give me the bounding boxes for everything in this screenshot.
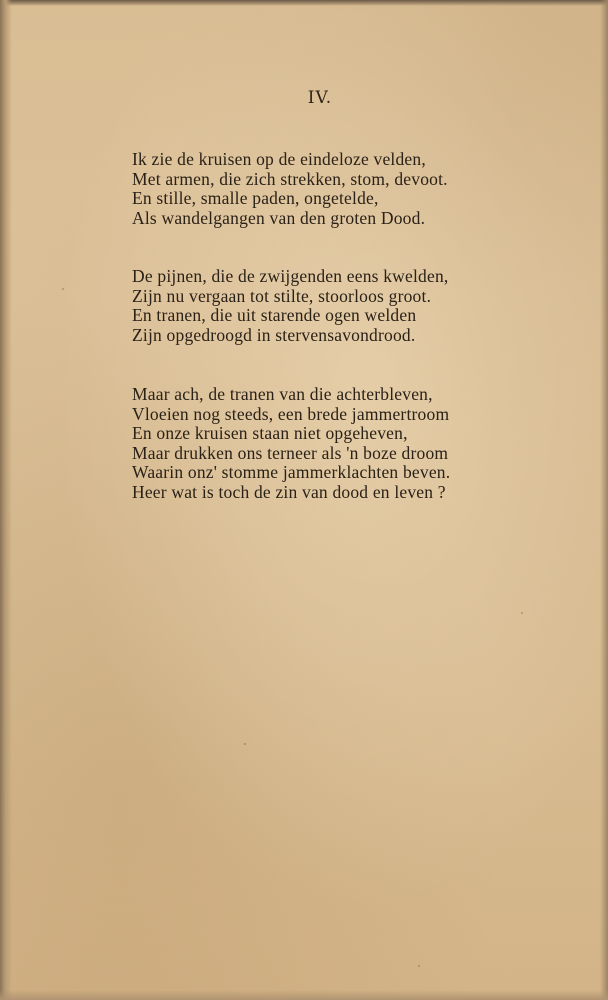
- poem-heading: IV.: [307, 88, 333, 108]
- page-bottom-edge: [0, 990, 608, 1000]
- paper-speck: [418, 965, 420, 967]
- paper-speck: [244, 743, 246, 745]
- poem-line: Zijn opgedroogd in stervensavondrood.: [132, 324, 416, 345]
- poem-line: Met armen, die zich strekken, stom, devoot.: [132, 168, 448, 189]
- stanza: [132, 385, 552, 502]
- stanza: [132, 267, 552, 345]
- poem-line: Maar ach, de tranen van die achterbleven,: [132, 384, 433, 404]
- page-top-edge: [0, 0, 608, 6]
- poem-line: Vloeien nog steeds, een brede jammertroom: [132, 403, 450, 424]
- poem-line: Waarin onz' stomme jammerklachten beven.: [132, 462, 451, 482]
- poem-line: Als wandelgangen van den groten Dood.: [132, 207, 426, 228]
- stanza: [132, 150, 552, 228]
- poem-line: En tranen, die uit starende ogen welden: [132, 305, 417, 325]
- poem-line: En stille, smalle paden, ongetelde,: [132, 188, 379, 208]
- poem-line: Ik zie de kruisen op de eindeloze velden,: [132, 149, 426, 169]
- poem-line: De pijnen, die de zwijgenden eens kwelden,: [132, 266, 449, 286]
- poem-line: Heer wat is toch de zin van dood en leven ?: [132, 481, 446, 502]
- page-right-edge: [600, 0, 608, 1000]
- poem-line: En onze kruisen staan niet opgeheven,: [132, 423, 408, 443]
- page-binding-edge: [0, 0, 12, 1000]
- paper-speck: [62, 288, 64, 290]
- paper-speck: [521, 612, 523, 614]
- poem-line: Maar drukken ons terneer als 'n boze droom: [132, 442, 449, 463]
- poem-line: Zijn nu vergaan tot stilte, stoorloos groot.: [132, 285, 432, 306]
